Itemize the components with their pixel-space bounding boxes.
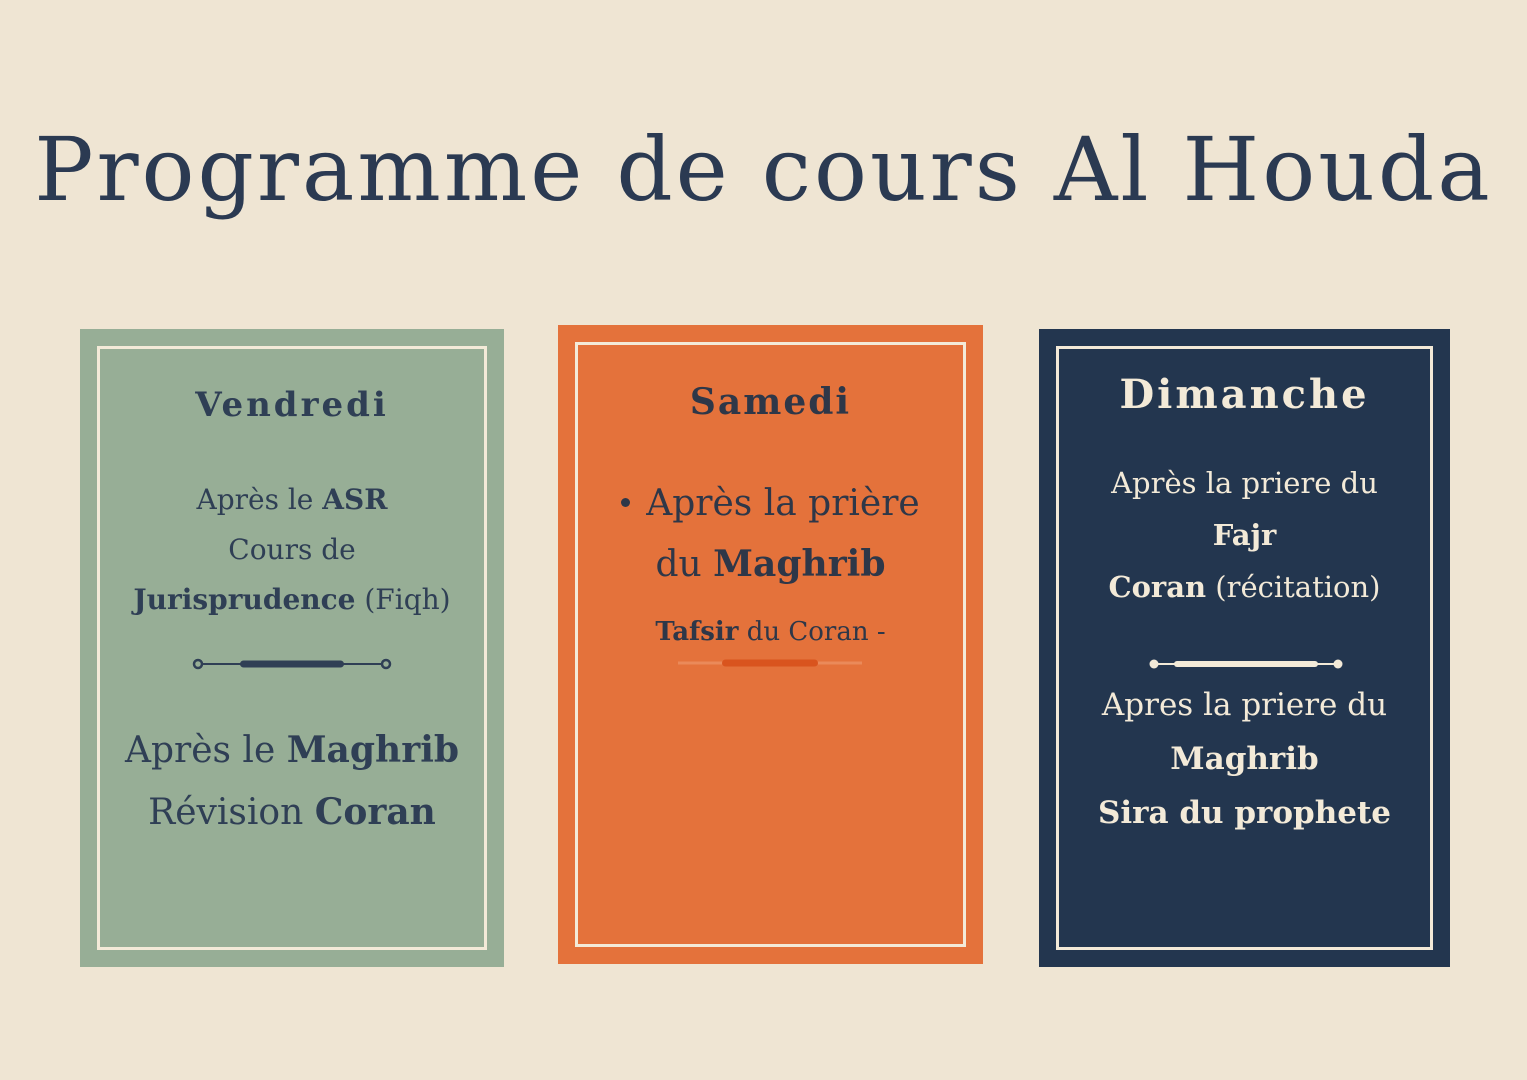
- card-line: [1039, 570, 1450, 604]
- card-text: (Fiqh): [355, 583, 451, 616]
- card-text-bold: Coran: [314, 791, 436, 833]
- card-text: du: [655, 544, 714, 585]
- card-text: Après le: [196, 483, 323, 516]
- card-dimanche: [1039, 329, 1450, 967]
- page-title: Programme de cours Al Houda: [34, 118, 1493, 221]
- card-day-title: Vendredi: [195, 385, 389, 425]
- card-text: du Coran -: [738, 617, 886, 647]
- card-text-bold: Maghrib: [713, 543, 886, 585]
- card-text-bold: Maghrib: [286, 729, 460, 771]
- card-text-bold: ASR: [322, 483, 388, 516]
- card-line: [80, 729, 504, 771]
- card-line: Apres la priere du: [1101, 687, 1388, 723]
- card-line: [558, 617, 983, 647]
- card-line: [558, 483, 983, 524]
- card-day-title: Samedi: [689, 381, 852, 423]
- card-samedi: [558, 325, 983, 964]
- card-line: Fajr: [1212, 518, 1277, 552]
- card-line: Cours de: [228, 533, 356, 566]
- card-text: Révision: [148, 792, 315, 833]
- card-line: [80, 583, 504, 616]
- ornamental-divider-icon: [192, 656, 392, 672]
- card-frame: [97, 346, 487, 950]
- card-line: [80, 791, 504, 833]
- ornamental-divider-icon: [1146, 656, 1346, 672]
- card-frame: [1056, 346, 1433, 950]
- card-text: Après le: [124, 730, 287, 771]
- bullet-dot-icon: [621, 498, 630, 507]
- card-text: (récitation): [1206, 570, 1381, 604]
- card-line: Maghrib: [1170, 741, 1319, 777]
- ornamental-divider-icon: [670, 657, 870, 669]
- card-line: Après la priere du: [1111, 466, 1378, 500]
- card-text: Après la prière: [646, 483, 920, 524]
- card-text-bold: Coran: [1108, 570, 1207, 604]
- card-text-bold: Jurisprudence: [133, 583, 356, 616]
- card-text-bold: Tafsir: [655, 617, 739, 647]
- card-day-title: Dimanche: [1119, 371, 1370, 418]
- card-line: Sira du prophete: [1097, 795, 1392, 831]
- card-vendredi: [80, 329, 504, 967]
- card-line: [558, 543, 983, 585]
- card-line: [80, 483, 504, 516]
